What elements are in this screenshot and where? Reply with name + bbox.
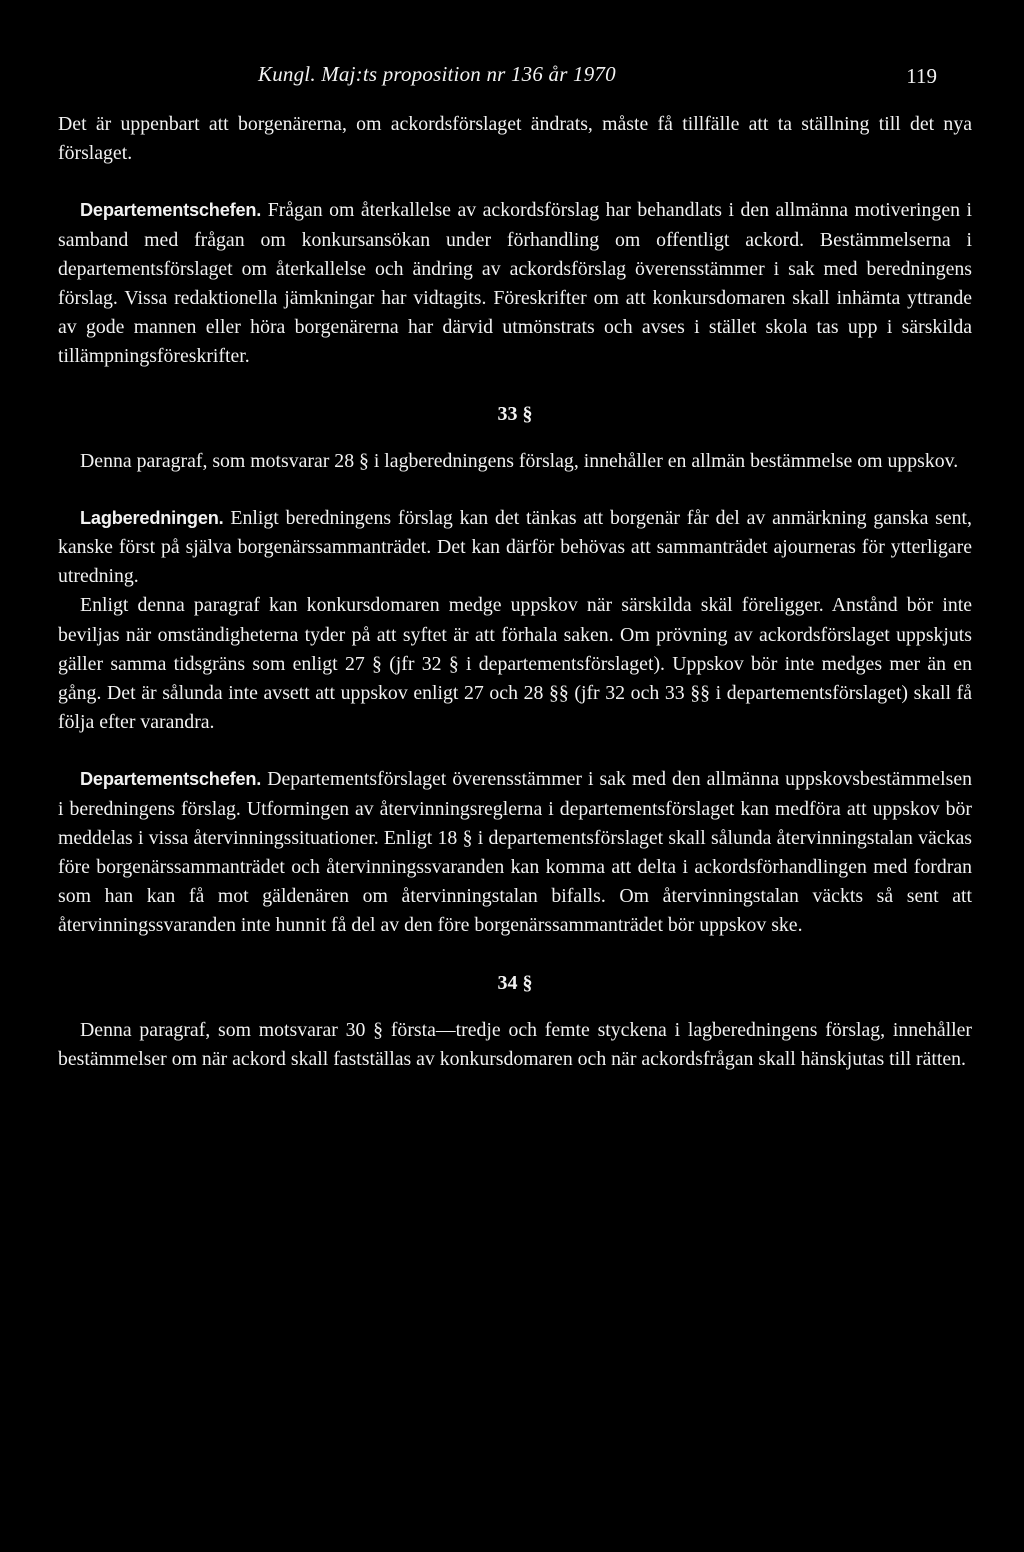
- spacer: [58, 998, 972, 1016]
- paragraph-text: Departementsförslaget överensstämmer i sak med den allmänna uppskovsbestämmelsen i beredningens förslag. Utformingen av återvinningsreglerna i departementsförslaget kan medföra att uppskov bör meddelas i vissa återvinningssituationer. Enligt 18 § i departementsförslaget skall sålunda återvinningstalan väckas före borgenärssammanträdet och återvinningssvaranden kan komma att delta i ackordsförhandlingen med fordran som han kan få mot gäldenären om återvinningstalan bifalls. Om återvinningstalan väckts så sent att återvinningssvaranden inte hunnit få del av den före borgenärssammanträdet bör uppskov ske.: [58, 768, 972, 937]
- section-heading-34: 34 §: [497, 971, 533, 994]
- spacer: [58, 372, 972, 400]
- spacer: [58, 941, 972, 969]
- spacer: [58, 476, 972, 504]
- spacer: [58, 168, 972, 196]
- paragraph-34-summary: [58, 1016, 972, 1074]
- paragraph-lagberedningen: [58, 504, 972, 592]
- speaker-label: Lagberedningen.: [80, 507, 224, 528]
- page-number: 119: [906, 64, 937, 88]
- document-page: [58, 60, 972, 1074]
- page-header: [58, 60, 972, 110]
- paragraph-departementschefen-33: [58, 765, 972, 940]
- spacer: [58, 737, 972, 765]
- paragraph-intro: [58, 110, 972, 168]
- spacer: [58, 429, 972, 447]
- speaker-label: Departementschefen.: [80, 769, 262, 790]
- paragraph-text: Denna paragraf, som motsvarar 30 § första—tredje och femte styckena i lagberedningens förslag, innehåller bestämmelser om när ackord skall fastställas av konkursdomaren och när ackordsfrågan skall hänskjutas till rätten.: [58, 1018, 972, 1070]
- section-heading-33: 33 §: [497, 402, 533, 425]
- paragraph-text: Det är uppenbart att borgenärerna, om ackordsförslaget ändrats, måste få tillfälle att ta ställning till det nya förslaget.: [58, 113, 972, 165]
- paragraph-uppskov: [58, 591, 972, 737]
- paragraph-text: Frågan om återkallelse av ackordsförslag har behandlats i den allmänna motiveringen i samband med frågan om konkursansökan under förhandling om offentligt ackord. Bestämmelserna i departementsförslaget om återkallelse och ändring av ackordsförslag överensstämmer i sak med beredningens förslag. Vissa redaktionella jämkningar har vidtagits. Föreskrifter om att konkursdomaren skall inhämta yttrande av gode mannen eller höra borgenärerna har därvid utmönstrats och avses i stället skola tas upp i särskilda tillämpningsföreskrifter.: [58, 199, 972, 368]
- paragraph-text: Enligt beredningens förslag kan det tänkas att borgenär får del av anmärkning ganska sent, kanske först på själva borgenärssammanträdet. Det kan därför behövas att sammanträdet ajourneras för ytterligare utredning.: [58, 506, 972, 588]
- paragraph-text: Enligt denna paragraf kan konkursdomaren medge uppskov när särskilda skäl föreligger. Anstånd bör inte beviljas när omständigheterna tyder på att syftet är att förhala saken. Om prövning av ackordsförslaget uppskjuts gäller samma tidsgräns som enligt 27 § (jfr 32 § i departementsförslaget). Uppskov bör inte medges mer än en gång. Det är sålunda inte avsett att uppskov enligt 27 och 28 §§ (jfr 32 och 33 §§ i departementsförslaget) skall få följa efter varandra.: [58, 594, 972, 734]
- speaker-label: Departementschefen.: [80, 200, 262, 221]
- paragraph-33-summary: [58, 447, 972, 476]
- paragraph-departementschefen-32: [58, 196, 972, 371]
- running-title: Kungl. Maj:ts proposition nr 136 år 1970: [258, 62, 616, 86]
- paragraph-text: Denna paragraf, som motsvarar 28 § i lagberedningens förslag, innehåller en allmän bestämmelse om uppskov.: [80, 449, 959, 472]
